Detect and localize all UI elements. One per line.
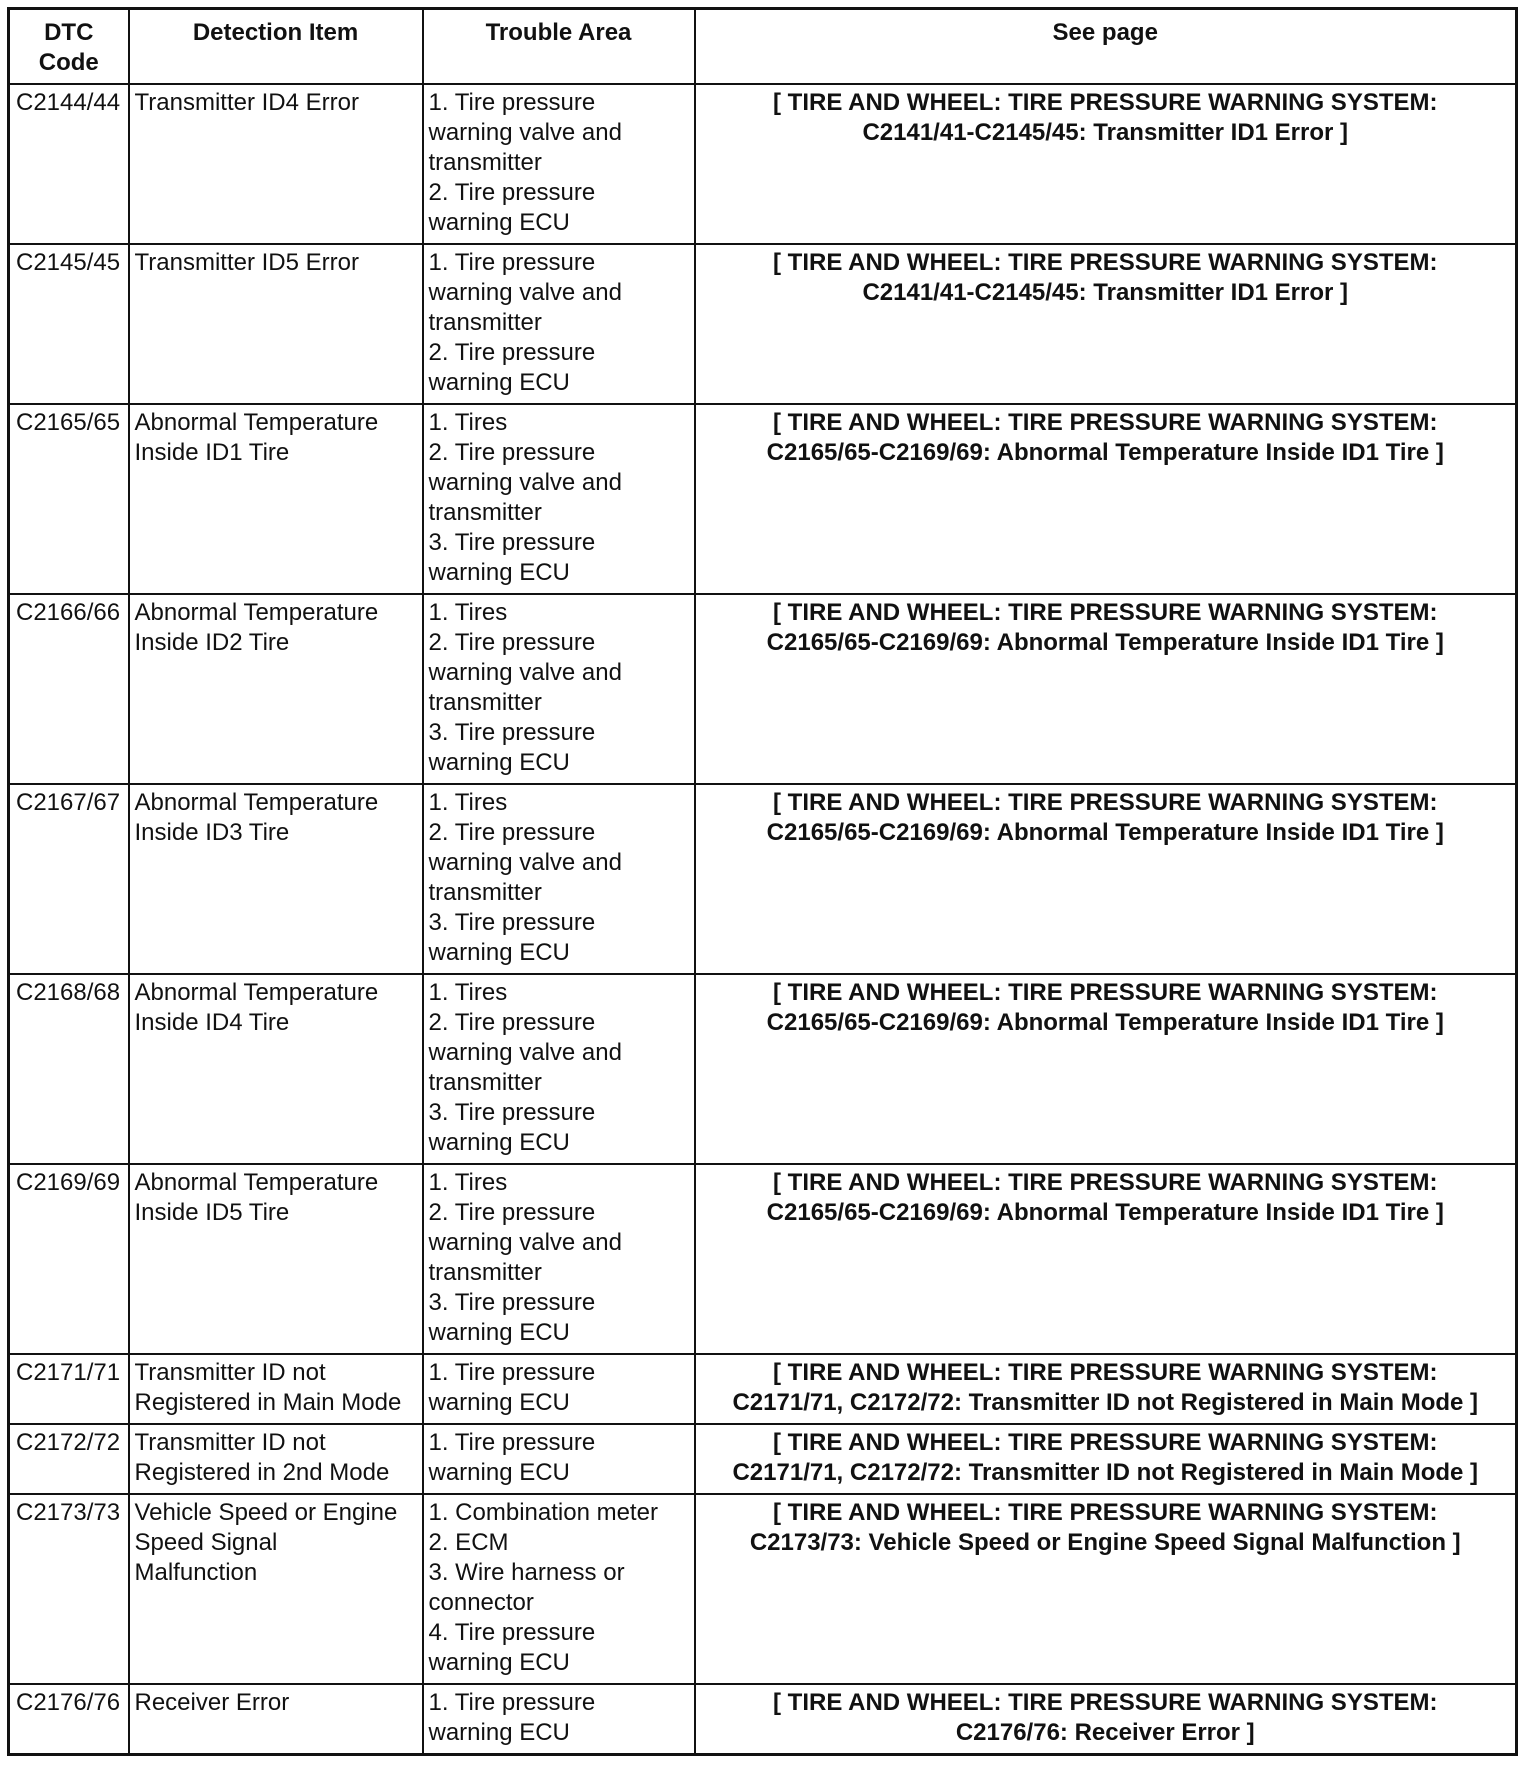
dtc-code-cell: C2165/65 [9,404,129,594]
see-page-link[interactable] [695,594,1517,784]
dtc-code-cell: C2167/67 [9,784,129,974]
see-page-line: [ TIRE AND WHEEL: TIRE PRESSURE WARNING SYSTEM: [773,249,1438,276]
trouble-area-line: 2. Tire pressure [428,439,596,466]
detection-item-cell [129,404,423,594]
trouble-area-line: 2. Tire pressure [428,339,596,366]
detection-item-line: Abnormal Temperature [134,979,379,1006]
dtc-code-cell: C2169/69 [9,1164,129,1354]
trouble-area-line: 1. Tires [428,599,508,626]
detection-item-line: Abnormal Temperature [134,789,379,816]
see-page-link[interactable] [695,1424,1517,1494]
trouble-area-line: warning ECU [428,559,570,586]
trouble-area-line: 1. Tires [428,979,508,1006]
see-page-line: [ TIRE AND WHEEL: TIRE PRESSURE WARNING SYSTEM: [773,979,1438,1006]
trouble-area-line: 2. ECM [428,1529,509,1556]
trouble-area-line: warning ECU [428,1129,570,1156]
see-page-line: C2171/71, C2172/72: Transmitter ID not Registered in Main Mode ] [732,1389,1479,1416]
see-page-line: C2165/65-C2169/69: Abnormal Temperature Inside ID1 Tire ] [766,819,1444,846]
table-row [9,594,1517,784]
see-page-line: C2171/71, C2172/72: Transmitter ID not Registered in Main Mode ] [732,1459,1479,1486]
detection-item-line: Inside ID4 Tire [134,1009,290,1036]
see-page-line: [ TIRE AND WHEEL: TIRE PRESSURE WARNING SYSTEM: [773,599,1438,626]
trouble-area-line: 4. Tire pressure [428,1619,596,1646]
detection-item-cell [129,784,423,974]
trouble-area-line: 2. Tire pressure [428,1009,596,1036]
trouble-area-cell [423,1424,695,1494]
detection-item-cell [129,1354,423,1424]
detection-item-line: Transmitter ID4 Error [134,89,359,116]
trouble-area-cell [423,1684,695,1755]
dtc-code-cell: C2144/44 [9,84,129,244]
detection-item-line: Inside ID3 Tire [134,819,290,846]
detection-item-cell [129,244,423,404]
detection-item-cell [129,594,423,784]
trouble-area-cell [423,594,695,784]
see-page-line: C2165/65-C2169/69: Abnormal Temperature Inside ID1 Tire ] [766,1009,1444,1036]
trouble-area-line: transmitter [428,499,542,526]
detection-item-line: Transmitter ID5 Error [134,249,359,276]
see-page-line: C2165/65-C2169/69: Abnormal Temperature Inside ID1 Tire ] [766,1199,1444,1226]
trouble-area-line: warning valve and [428,659,622,686]
trouble-area-line: transmitter [428,309,542,336]
trouble-area-line: 1. Combination meter [428,1499,658,1526]
detection-item-line: Speed Signal [134,1529,278,1556]
detection-item-line: Transmitter ID not [134,1359,326,1386]
trouble-area-line: 1. Tire pressure [428,1689,596,1716]
trouble-area-cell [423,404,695,594]
trouble-area-cell [423,244,695,404]
trouble-area-line: warning ECU [428,1459,570,1486]
see-page-line: C2141/41-C2145/45: Transmitter ID1 Error ] [862,119,1349,146]
table-row [9,1424,1517,1494]
see-page-line: C2141/41-C2145/45: Transmitter ID1 Error ] [862,279,1349,306]
detection-item-line: Vehicle Speed or Engine [134,1499,398,1526]
detection-item-cell [129,1494,423,1684]
see-page-line: [ TIRE AND WHEEL: TIRE PRESSURE WARNING SYSTEM: [773,1169,1438,1196]
detection-item-line: Transmitter ID not [134,1429,326,1456]
header-dtc-code-line2: Code [38,49,99,76]
header-see-page: See page [695,9,1517,85]
trouble-area-line: transmitter [428,879,542,906]
detection-item-line: Receiver Error [134,1689,290,1716]
see-page-line: [ TIRE AND WHEEL: TIRE PRESSURE WARNING SYSTEM: [773,789,1438,816]
table-header [9,9,1517,85]
trouble-area-cell [423,84,695,244]
trouble-area-cell [423,974,695,1164]
trouble-area-cell [423,1494,695,1684]
detection-item-cell [129,1164,423,1354]
detection-item-cell [129,974,423,1164]
trouble-area-cell [423,784,695,974]
dtc-code-cell: C2173/73 [9,1494,129,1684]
dtc-code-cell: C2145/45 [9,244,129,404]
header-dtc-code-line1: DTC [44,19,94,46]
trouble-area-line: 2. Tire pressure [428,1199,596,1226]
trouble-area-line: 3. Tire pressure [428,719,596,746]
trouble-area-line: transmitter [428,1259,542,1286]
trouble-area-line: 3. Tire pressure [428,529,596,556]
trouble-area-line: 1. Tire pressure [428,1359,596,1386]
trouble-area-line: 1. Tire pressure [428,249,596,276]
see-page-line: C2176/76: Receiver Error ] [955,1719,1255,1746]
trouble-area-line: warning ECU [428,1389,570,1416]
detection-item-line: Abnormal Temperature [134,1169,379,1196]
header-row [9,9,1517,85]
trouble-area-line: warning ECU [428,209,570,236]
trouble-area-line: 1. Tires [428,409,508,436]
trouble-area-line: transmitter [428,1069,542,1096]
see-page-line: C2165/65-C2169/69: Abnormal Temperature Inside ID1 Tire ] [766,629,1444,656]
detection-item-cell [129,84,423,244]
header-trouble-area: Trouble Area [423,9,695,85]
table-row [9,84,1517,244]
trouble-area-cell [423,1354,695,1424]
table-row [9,1354,1517,1424]
table-row [9,1494,1517,1684]
trouble-area-line: 1. Tires [428,789,508,816]
trouble-area-line: 2. Tire pressure [428,179,596,206]
see-page-link[interactable] [695,404,1517,594]
trouble-area-line: warning valve and [428,119,622,146]
see-page-line: [ TIRE AND WHEEL: TIRE PRESSURE WARNING SYSTEM: [773,1429,1438,1456]
see-page-link[interactable] [695,1354,1517,1424]
dtc-code-cell: C2171/71 [9,1354,129,1424]
trouble-area-line: 3. Tire pressure [428,909,596,936]
see-page-line: C2165/65-C2169/69: Abnormal Temperature Inside ID1 Tire ] [766,439,1444,466]
trouble-area-line: warning valve and [428,1039,622,1066]
detection-item-line: Inside ID1 Tire [134,439,290,466]
trouble-area-line: 3. Tire pressure [428,1099,596,1126]
trouble-area-line: 3. Tire pressure [428,1289,596,1316]
trouble-area-line: warning ECU [428,749,570,776]
see-page-line: [ TIRE AND WHEEL: TIRE PRESSURE WARNING SYSTEM: [773,1359,1438,1386]
trouble-area-line: 1. Tires [428,1169,508,1196]
see-page-line: [ TIRE AND WHEEL: TIRE PRESSURE WARNING SYSTEM: [773,1689,1438,1716]
see-page-line: [ TIRE AND WHEEL: TIRE PRESSURE WARNING SYSTEM: [773,1499,1438,1526]
trouble-area-line: transmitter [428,689,542,716]
see-page-link[interactable] [695,974,1517,1164]
trouble-area-line: 3. Wire harness or [428,1559,625,1586]
trouble-area-line: warning ECU [428,1319,570,1346]
dtc-table [7,7,1518,1756]
header-dtc-code [9,9,129,85]
header-detection-item: Detection Item [129,9,423,85]
detection-item-line: Malfunction [134,1559,258,1586]
dtc-code-cell: C2168/68 [9,974,129,1164]
trouble-area-line: warning ECU [428,1719,570,1746]
detection-item-cell [129,1684,423,1755]
see-page-link[interactable] [695,1164,1517,1354]
detection-item-line: Abnormal Temperature [134,409,379,436]
trouble-area-line: 1. Tire pressure [428,89,596,116]
detection-item-line: Registered in Main Mode [134,1389,402,1416]
trouble-area-line: transmitter [428,149,542,176]
see-page-link[interactable] [695,244,1517,404]
trouble-area-line: 2. Tire pressure [428,629,596,656]
table-row [9,1684,1517,1755]
see-page-link[interactable] [695,84,1517,244]
see-page-link[interactable] [695,1684,1517,1755]
table-row [9,974,1517,1164]
detection-item-line: Inside ID2 Tire [134,629,290,656]
trouble-area-line: warning ECU [428,939,570,966]
detection-item-line: Abnormal Temperature [134,599,379,626]
detection-item-line: Inside ID5 Tire [134,1199,290,1226]
see-page-link[interactable] [695,784,1517,974]
table-row [9,1164,1517,1354]
detection-item-cell [129,1424,423,1494]
trouble-area-line: warning valve and [428,469,622,496]
table-row [9,404,1517,594]
trouble-area-line: 2. Tire pressure [428,819,596,846]
see-page-link[interactable] [695,1494,1517,1684]
see-page-line: [ TIRE AND WHEEL: TIRE PRESSURE WARNING SYSTEM: [773,409,1438,436]
trouble-area-cell [423,1164,695,1354]
see-page-line: [ TIRE AND WHEEL: TIRE PRESSURE WARNING SYSTEM: [773,89,1438,116]
trouble-area-line: warning ECU [428,1649,570,1676]
table-row [9,244,1517,404]
trouble-area-line: warning ECU [428,369,570,396]
trouble-area-line: warning valve and [428,279,622,306]
trouble-area-line: warning valve and [428,1229,622,1256]
dtc-code-cell: C2172/72 [9,1424,129,1494]
trouble-area-line: warning valve and [428,849,622,876]
table-row [9,784,1517,974]
see-page-line: C2173/73: Vehicle Speed or Engine Speed Signal Malfunction ] [749,1529,1461,1556]
trouble-area-line: connector [428,1589,534,1616]
trouble-area-line: 1. Tire pressure [428,1429,596,1456]
dtc-code-cell: C2176/76 [9,1684,129,1755]
dtc-code-cell: C2166/66 [9,594,129,784]
detection-item-line: Registered in 2nd Mode [134,1459,390,1486]
table-body [9,84,1517,1755]
